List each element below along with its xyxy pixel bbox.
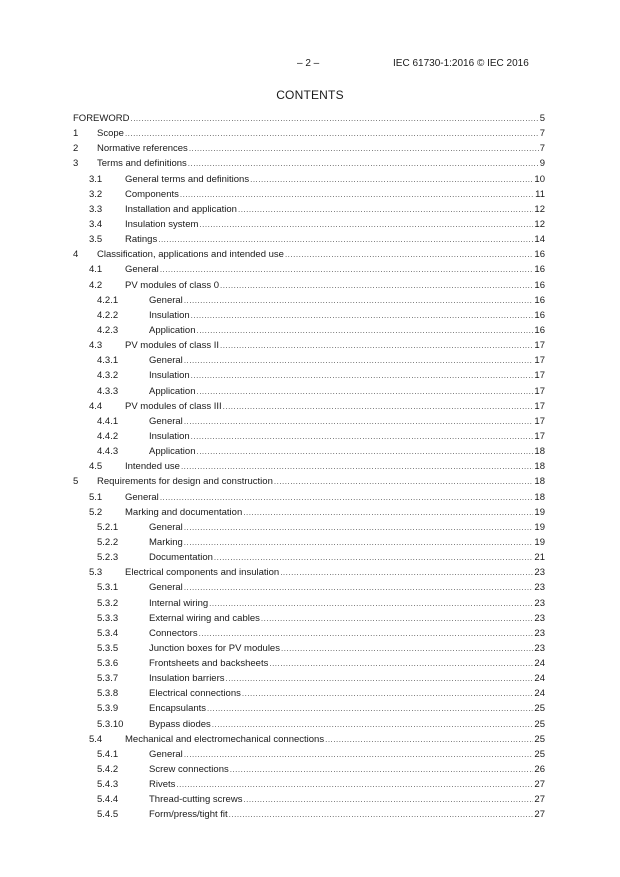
toc-entry-line	[125, 262, 545, 277]
dot-leader	[196, 384, 533, 399]
toc-entry-page: 25	[534, 748, 545, 760]
dot-leader	[207, 701, 533, 716]
toc-entry-title: Documentation	[149, 552, 213, 564]
toc-entry[interactable]	[73, 701, 545, 716]
toc-entry-number: 3.2	[89, 188, 103, 200]
toc-entry[interactable]	[73, 384, 545, 399]
toc-entry-page: 9	[539, 158, 545, 170]
toc-entry-number: 5.3.1	[97, 582, 119, 594]
toc-entry-line	[149, 323, 545, 338]
toc-entry-page: 16	[534, 294, 545, 306]
toc-entry-line	[149, 308, 545, 323]
toc-entry-number: 5.3.7	[97, 673, 119, 685]
document-reference: IEC 61730-1:2016 © IEC 2016	[393, 58, 529, 69]
toc-entry-line	[97, 126, 545, 141]
toc-entry-line	[125, 278, 545, 293]
toc-entry-number: 5.4.3	[97, 779, 119, 791]
toc-entry-number: 5.4.5	[97, 809, 119, 821]
toc-entry-title: Application	[149, 324, 196, 336]
toc-entry-page: 10	[534, 173, 545, 185]
toc-entry[interactable]	[73, 505, 545, 520]
toc-entry-title: PV modules of class II	[125, 340, 219, 352]
toc-entry-title: Mechanical and electromechanical connections	[125, 733, 325, 745]
toc-entry-number: 3	[73, 158, 79, 170]
toc-entry-line	[125, 187, 545, 202]
toc-entry[interactable]	[73, 156, 545, 171]
dot-leader	[212, 717, 534, 732]
toc-entry[interactable]	[73, 126, 545, 141]
toc-entry-line	[149, 520, 545, 535]
toc-entry-page: 7	[539, 143, 545, 155]
dot-leader	[280, 565, 533, 580]
toc-entry-line	[97, 156, 545, 171]
toc-entry-title: General	[149, 521, 183, 533]
dot-leader	[196, 444, 533, 459]
toc-entry-page: 25	[534, 703, 545, 715]
dot-leader	[160, 262, 534, 277]
toc-entry-page: 27	[534, 794, 545, 806]
dot-leader	[226, 671, 534, 686]
toc-entry[interactable]	[73, 762, 545, 777]
toc-entry-line	[125, 490, 545, 505]
toc-entry-number: 4.2.2	[97, 309, 119, 321]
toc-entry-title: Rivets	[149, 779, 176, 791]
dot-leader	[191, 368, 534, 383]
toc-entry-page: 18	[534, 461, 545, 473]
toc-entry-number: 4.3	[89, 340, 103, 352]
toc-entry[interactable]	[73, 202, 545, 217]
toc-entry[interactable]	[73, 807, 545, 822]
dot-leader	[184, 353, 534, 368]
toc-entry-number: 4.2.1	[97, 294, 119, 306]
toc-entry-number: 4.2.3	[97, 324, 119, 336]
dot-leader	[199, 217, 533, 232]
dot-leader	[184, 535, 534, 550]
dot-leader	[250, 172, 533, 187]
toc-entry-title: Application	[149, 446, 196, 458]
toc-entry-line	[149, 717, 545, 732]
toc-entry[interactable]	[73, 520, 545, 535]
toc-entry-number: 2	[73, 143, 79, 155]
toc-entry-line	[149, 611, 545, 626]
toc-entry-line	[125, 202, 545, 217]
toc-entry-title: External wiring and cables	[149, 612, 260, 624]
toc-entry[interactable]	[73, 717, 545, 732]
toc-entry-title: Marking	[149, 536, 183, 548]
toc-entry-title: Marking and documentation	[125, 506, 243, 518]
toc-entry-page: 14	[534, 234, 545, 246]
toc-entry-page: 16	[534, 264, 545, 276]
dot-leader	[160, 490, 534, 505]
toc-entry-page: 16	[534, 309, 545, 321]
toc-entry[interactable]	[73, 656, 545, 671]
dot-leader	[229, 807, 534, 822]
dot-leader	[191, 429, 534, 444]
toc-entry-title: Internal wiring	[149, 597, 209, 609]
toc-entry-number: 4.4.3	[97, 446, 119, 458]
dot-leader	[243, 505, 533, 520]
toc-entry[interactable]	[73, 611, 545, 626]
toc-entry-number: 5.3.4	[97, 627, 119, 639]
toc-entry-page: 23	[534, 627, 545, 639]
toc-entry-page: 25	[534, 733, 545, 745]
toc-entry-title: Insulation	[149, 430, 190, 442]
toc-entry[interactable]	[73, 232, 545, 247]
toc-entry[interactable]	[73, 747, 545, 762]
toc-entry-line	[125, 232, 545, 247]
toc-entry-number: 5.1	[89, 491, 103, 503]
toc-entry-line	[97, 141, 545, 156]
toc-entry[interactable]	[73, 671, 545, 686]
toc-entry-title: Installation and application	[125, 203, 237, 215]
toc-entry-page: 19	[534, 536, 545, 548]
toc-entry-title: FOREWORD	[73, 113, 130, 124]
toc-entry[interactable]	[73, 293, 545, 308]
toc-entry-number: 5.4.4	[97, 794, 119, 806]
toc-entry-page: 16	[534, 249, 545, 261]
dot-leader	[158, 232, 533, 247]
toc-entry-page: 17	[534, 355, 545, 367]
contents-title: CONTENTS	[276, 88, 344, 102]
toc-entry[interactable]	[73, 323, 545, 338]
toc-entry-title: General	[149, 294, 183, 306]
toc-entry[interactable]	[73, 792, 545, 807]
toc-entry[interactable]	[73, 550, 545, 565]
toc-entry-number: 5.4.1	[97, 748, 119, 760]
toc-entry-page: 23	[534, 597, 545, 609]
toc-entry-line	[149, 762, 545, 777]
toc-entry-number: 5.3	[89, 567, 103, 579]
toc-entry[interactable]	[73, 217, 545, 232]
toc-entry-number: 3.1	[89, 173, 103, 185]
toc-entry-page: 27	[534, 779, 545, 791]
dot-leader	[269, 656, 533, 671]
dot-leader	[199, 626, 534, 641]
toc-entry-page: 23	[534, 567, 545, 579]
toc-entry-number: 5.2	[89, 506, 103, 518]
toc-entry-number: 5	[73, 476, 79, 488]
toc-entry-number: 5.2.3	[97, 552, 119, 564]
dot-leader	[130, 111, 538, 126]
toc-entry-line	[149, 671, 545, 686]
toc-entry-number: 3.4	[89, 218, 103, 230]
toc-entry-line	[149, 686, 545, 701]
toc-entry-page: 7	[539, 128, 545, 140]
toc-entry-number: 4.3.2	[97, 370, 119, 382]
toc-entry-title: Connectors	[149, 627, 198, 639]
toc-entry[interactable]	[73, 262, 545, 277]
toc-entry-page: 24	[534, 688, 545, 700]
toc-entry-number: 5.3.9	[97, 703, 119, 715]
toc-entry-title: Terms and definitions	[97, 158, 187, 170]
toc-entry[interactable]	[73, 141, 545, 156]
toc-entry-page: 12	[534, 203, 545, 215]
toc-entry-page: 17	[534, 340, 545, 352]
toc-entry-number: 5.3.2	[97, 597, 119, 609]
toc-entry-line	[125, 399, 545, 414]
dot-leader	[184, 747, 534, 762]
toc-entry[interactable]	[73, 338, 545, 353]
dot-leader	[220, 278, 533, 293]
toc-entry-page: 5	[539, 113, 545, 124]
toc-entry-line	[149, 535, 545, 550]
toc-entry[interactable]	[73, 596, 545, 611]
dot-leader	[325, 732, 533, 747]
toc-entry[interactable]	[73, 429, 545, 444]
toc-entry-line	[125, 565, 545, 580]
toc-entry-number: 5.3.5	[97, 642, 119, 654]
toc-entry-title: Encapsulants	[149, 703, 207, 715]
toc-entry-line	[97, 474, 545, 489]
toc-entry-number: 5.3.6	[97, 658, 119, 670]
toc-entry-page: 16	[534, 324, 545, 336]
dot-leader	[230, 762, 534, 777]
toc-entry[interactable]	[73, 247, 545, 262]
dot-leader	[176, 777, 533, 792]
toc-entry-number: 3.3	[89, 203, 103, 215]
toc-entry-line	[149, 626, 545, 641]
toc-entry-number: 5.4	[89, 733, 103, 745]
dot-leader	[261, 611, 534, 626]
dot-leader	[214, 550, 534, 565]
toc-entry[interactable]	[73, 580, 545, 595]
dot-leader	[184, 414, 534, 429]
toc-entry-line	[149, 444, 545, 459]
toc-entry-page: 17	[534, 430, 545, 442]
dot-leader	[188, 156, 539, 171]
toc-entry-number: 4.1	[89, 264, 103, 276]
toc-entry-number: 5.2.1	[97, 521, 119, 533]
toc-entry-line	[149, 807, 545, 822]
toc-entry[interactable]	[73, 111, 545, 126]
toc-entry-line	[149, 777, 545, 792]
toc-entry-title: Thread-cutting screws	[149, 794, 243, 806]
toc-entry-line	[149, 550, 545, 565]
toc-entry-title: Scope	[97, 128, 124, 140]
toc-entry-title: Frontsheets and backsheets	[149, 658, 269, 670]
page-header	[0, 58, 620, 74]
toc-entry-page: 25	[534, 718, 545, 730]
toc-entry-title: Electrical connections	[149, 688, 241, 700]
toc-entry[interactable]	[73, 353, 545, 368]
toc-entry-number: 5.3.3	[97, 612, 119, 624]
dot-leader	[184, 293, 534, 308]
page-number: – 2 –	[297, 58, 320, 69]
dot-leader	[184, 580, 534, 595]
toc-entry[interactable]	[73, 777, 545, 792]
toc-entry-title: Application	[149, 385, 196, 397]
toc-entry-number: 1	[73, 128, 79, 140]
toc-entry-page: 17	[534, 415, 545, 427]
toc-entry-line	[125, 459, 545, 474]
toc-entry-line	[97, 247, 545, 262]
dot-leader	[184, 520, 534, 535]
dot-leader	[191, 308, 534, 323]
toc-entry-line	[149, 293, 545, 308]
dot-leader	[181, 459, 533, 474]
toc-entry[interactable]	[73, 399, 545, 414]
toc-entry-title: General	[125, 264, 159, 276]
toc-entry-number: 3.5	[89, 234, 103, 246]
toc-entry-page: 26	[534, 764, 545, 776]
toc-entry-page: 24	[534, 673, 545, 685]
toc-entry-line	[125, 732, 545, 747]
toc-entry[interactable]	[73, 535, 545, 550]
toc-entry-line	[149, 747, 545, 762]
toc-entry-line	[149, 641, 545, 656]
dot-leader	[125, 126, 539, 141]
toc-entry-title: Insulation	[149, 370, 190, 382]
toc-entry-line	[125, 172, 545, 187]
toc-entry[interactable]	[73, 565, 545, 580]
toc-entry[interactable]	[73, 414, 545, 429]
toc-entry-line	[149, 384, 545, 399]
toc-entry-line	[125, 505, 545, 520]
toc-entry-page: 21	[534, 552, 545, 564]
toc-entry-number: 4.3.3	[97, 385, 119, 397]
toc-entry-title: Electrical components and insulation	[125, 567, 280, 579]
toc-entry[interactable]	[73, 187, 545, 202]
toc-entry-line	[149, 368, 545, 383]
toc-entry[interactable]	[73, 641, 545, 656]
dot-leader	[238, 202, 533, 217]
toc-entry-number: 5.4.2	[97, 764, 119, 776]
toc-entry-title: General	[149, 582, 183, 594]
toc-entry-page: 19	[534, 521, 545, 533]
dot-leader	[196, 323, 533, 338]
toc-entry-title: Ratings	[125, 234, 158, 246]
toc-entry-page: 23	[534, 612, 545, 624]
toc-entry-title: General terms and definitions	[125, 173, 250, 185]
toc-entry-number: 4.2	[89, 279, 103, 291]
toc-entry-line	[149, 580, 545, 595]
toc-entry-title: Requirements for design and construction	[97, 476, 273, 488]
toc-entry-line	[149, 429, 545, 444]
dot-leader	[209, 596, 533, 611]
dot-leader	[189, 141, 539, 156]
toc-entry-page: 24	[534, 658, 545, 670]
toc-entry[interactable]	[73, 172, 545, 187]
toc-entry-number: 5.3.8	[97, 688, 119, 700]
toc-entry[interactable]	[73, 308, 545, 323]
toc-entry-title: Insulation barriers	[149, 673, 225, 685]
toc-entry-title: General	[149, 355, 183, 367]
toc-entry-page: 23	[534, 582, 545, 594]
toc-entry-number: 4.4.2	[97, 430, 119, 442]
toc-entry[interactable]	[73, 459, 545, 474]
toc-entry-title: Classification, applications and intended use	[97, 249, 284, 261]
table-of-contents	[73, 111, 545, 823]
toc-entry-number: 4	[73, 249, 79, 261]
toc-entry[interactable]	[73, 278, 545, 293]
toc-entry-line	[149, 701, 545, 716]
toc-entry-title: General	[149, 748, 183, 760]
dot-leader	[281, 641, 533, 656]
toc-entry-page: 12	[534, 218, 545, 230]
toc-entry-page: 17	[534, 400, 545, 412]
toc-entry-number: 4.4.1	[97, 415, 119, 427]
toc-entry-page: 17	[534, 385, 545, 397]
toc-entry-page: 11	[535, 188, 545, 200]
dot-leader	[285, 247, 533, 262]
toc-entry-page: 18	[534, 446, 545, 458]
toc-entry-title: Junction boxes for PV modules	[149, 642, 280, 654]
toc-entry-title: General	[125, 491, 159, 503]
toc-entry-line	[149, 353, 545, 368]
toc-entry[interactable]	[73, 686, 545, 701]
toc-entry-line	[149, 596, 545, 611]
toc-entry-number: 4.5	[89, 461, 103, 473]
toc-entry-title: Bypass diodes	[149, 718, 211, 730]
toc-entry-line	[149, 792, 545, 807]
toc-entry-page: 18	[534, 491, 545, 503]
toc-entry-title: General	[149, 415, 183, 427]
toc-entry-title: Insulation	[149, 309, 190, 321]
toc-entry-title: PV modules of class III	[125, 400, 222, 412]
toc-entry[interactable]	[73, 732, 545, 747]
dot-leader	[223, 399, 534, 414]
toc-entry[interactable]	[73, 626, 545, 641]
toc-entry-title: PV modules of class 0	[125, 279, 219, 291]
toc-entry-title: Components	[125, 188, 179, 200]
toc-entry-number: 5.3.10	[97, 718, 124, 730]
toc-entry-number: 5.2.2	[97, 536, 119, 548]
toc-entry-page: 27	[534, 809, 545, 821]
toc-entry-page: 16	[534, 279, 545, 291]
toc-entry-page: 19	[534, 506, 545, 518]
dot-leader	[180, 187, 534, 202]
toc-entry[interactable]	[73, 490, 545, 505]
toc-entry-number: 4.3.1	[97, 355, 119, 367]
toc-entry[interactable]	[73, 368, 545, 383]
toc-entry-line	[125, 338, 545, 353]
toc-entry-page: 17	[534, 370, 545, 382]
dot-leader	[274, 474, 534, 489]
toc-entry-title: Insulation system	[125, 218, 199, 230]
toc-entry[interactable]	[73, 474, 545, 489]
toc-entry-title: Screw connections	[149, 764, 229, 776]
toc-entry[interactable]	[73, 444, 545, 459]
toc-entry-number: 4.4	[89, 400, 103, 412]
toc-entry-line	[73, 111, 545, 126]
dot-leader	[220, 338, 533, 353]
toc-entry-page: 18	[534, 476, 545, 488]
toc-entry-line	[149, 656, 545, 671]
toc-entry-title: Intended use	[125, 461, 180, 473]
toc-entry-page: 23	[534, 642, 545, 654]
toc-entry-line	[149, 414, 545, 429]
toc-entry-title: Normative references	[97, 143, 188, 155]
dot-leader	[243, 792, 533, 807]
toc-entry-line	[125, 217, 545, 232]
dot-leader	[242, 686, 534, 701]
toc-entry-title: Form/press/tight fit	[149, 809, 228, 821]
